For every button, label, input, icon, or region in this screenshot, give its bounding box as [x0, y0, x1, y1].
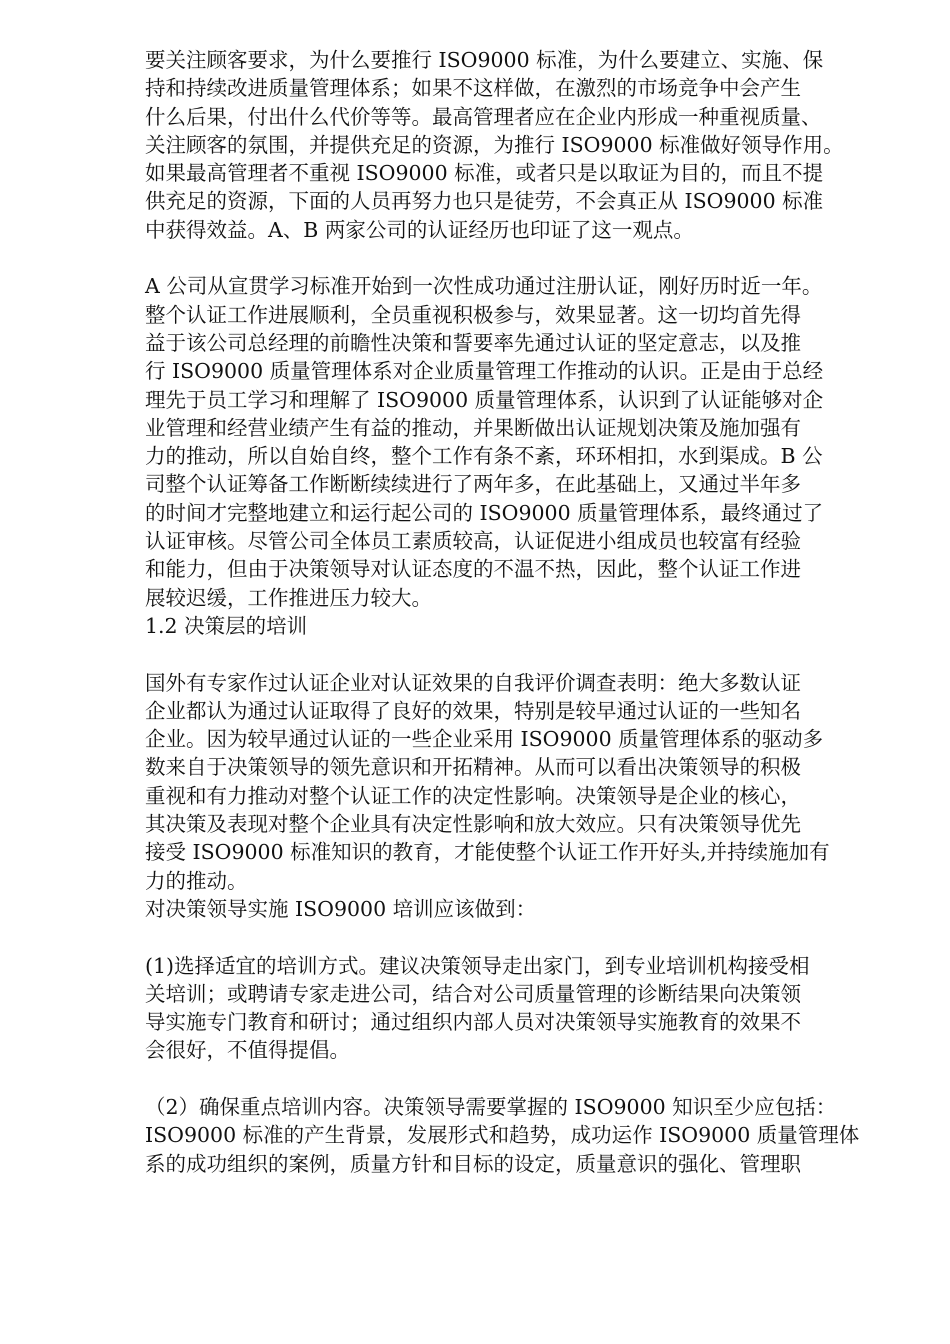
paragraph-item-1: (1)选择适宜的培训方式。建议决策领导走出家门，到专业培训机构接受相 关培训；或聘请专家走进公司，结合对公司质量管理的诊断结果向决策领 导实施专门教育和研讨；通过组织内部人员对决策领导实施教育的效果不 会很好，不值得提倡。	[145, 953, 810, 1063]
paragraph-item-2: （2）确保重点培训内容。决策领导需要掌握的 ISO9000 知识至少应包括： ISO9000 标准的产生背景，发展形式和趋势，成功运作 ISO9000 质量管理体 系的成功组织的案例，质量方针和目标的设定，质量意识的强化、管理职	[145, 1094, 860, 1176]
paragraph-top-management: 要关注顾客要求，为什么要推行 ISO9000 标准，为什么要建立、实施、保 持和持续改进质量管理体系；如果不这样做，在激烈的市场竞争中会产生 什么后果，付出什么代价等等。最高管理者应在企业内形成一种重视质量、 关注顾客的氛围，并提供充足的资源，为推行 ISO9000 标准做好领导作用。 如果最高管理者不重视 ISO9000 标准，或者只是以取证为目的，而且不提 供充足的资源，下面的人员再努力也只是徒劳，不会真正从 ISO9000 标准 中获得效益。A、B 两家公司的认证经历也印证了这一观点。	[145, 48, 844, 242]
section-heading-1-2: 1.2 决策层的培训	[145, 613, 308, 638]
paragraph-company-cases: A 公司从宣贯学习标准开始到一次性成功通过注册认证，刚好历时近一年。 整个认证工作进展顺利，全员重视积极参与，效果显著。这一切均首先得 益于该公司总经理的前瞻性决策和誓要率先通过认证的坚定意志，以及推 行 ISO9000 质量管理体系对企业质量管理工作推动的认识。正是由于总经 理先于员工学习和理解了 ISO9000 质量管理体系，认识到了认证能够对企 业管理和经营业绩产生有益的推动，并果断做出认证规划决策及施加强有 力的推动，所以自始自终，整个工作有条不紊，环环相扣，水到渠成。B 公 司整个认证筹备工作断断续续进行了两年多，在此基础上，又通过半年多 的时间才完整地建立和运行起公司的 ISO9000 质量管理体系，最终通过了 认证审核。尽管公司全体员工素质较高，认证促进小组成员也较富有经验 和能力，但由于决策领导对认证态度的不温不热，因此，整个认证工作进 展较迟缓，工作推进压力较大。	[145, 274, 824, 610]
paragraph-decision-training: 国外有专家作过认证企业对认证效果的自我评价调查表明：绝大多数认证 企业都认为通过认证取得了良好的效果，特别是较早通过认证的一些知名 企业。因为较早通过认证的一些企业采用 ISO9000 质量管理体系的驱动多 数来自于决策领导的领先意识和开拓精神。从而可以看出决策领导的积极 重视和有力推动对整个认证工作的决定性影响。决策领导是企业的核心， 其决策及表现对整个企业具有决定性影响和放大效应。只有决策领导优先 接受 ISO9000 标准知识的教育，才能使整个认证工作开好头,并持续施加有 力的推动。 对决策领导实施 ISO9000 培训应该做到：	[145, 670, 830, 921]
document-body	[145, 46, 890, 1178]
